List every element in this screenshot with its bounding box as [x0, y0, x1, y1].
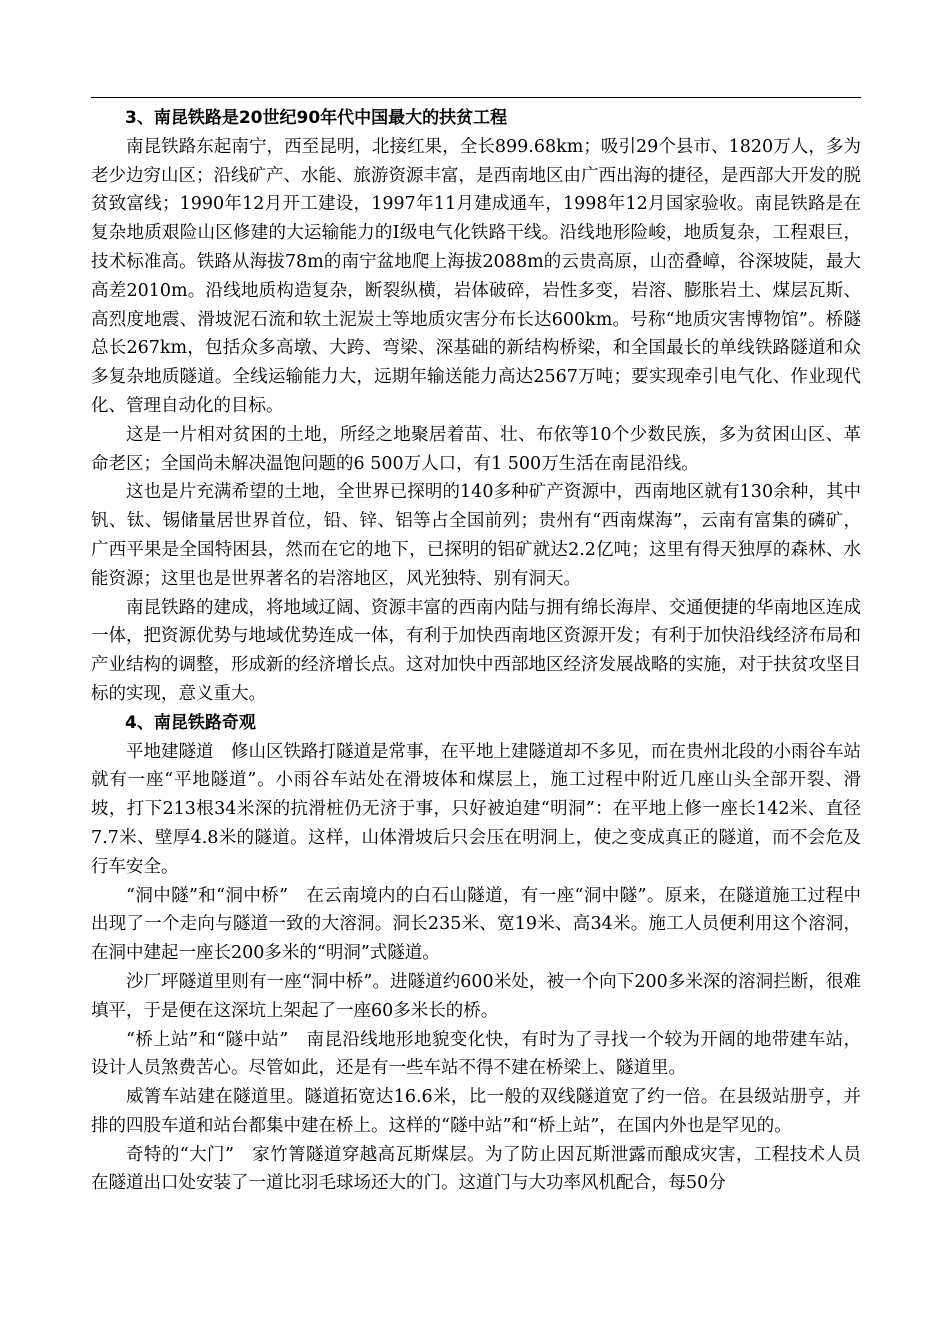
document-page	[91, 97, 861, 1198]
body-paragraph: “洞中隧”和“洞中桥” 在云南境内的白石山隧道，有一座“洞中隧”。原来，在隧道施工过程中出现了一个走向与隧道一致的大溶洞。洞长235米、宽19米、高34米。施工人员便利用这个溶洞，在洞中建起一座长200多米的“明洞”式隧道。	[91, 885, 861, 964]
body-paragraph: “桥上站”和“隧中站” 南昆沿线地形地貌变化快，有时为了寻找一个较为开阔的地带建车站，设计人员煞费苦心。尽管如此，还是有一些车站不得不建在桥梁上、隧道里。	[91, 1029, 861, 1079]
document-body	[91, 104, 861, 1198]
body-paragraph: 奇特的“大门” 家竹箐隧道穿越高瓦斯煤层。为了防止因瓦斯泄露而酿成灾害，工程技术人员在隧道出口处安装了一道比羽毛球场还大的门。这道门与大功率风机配合，每50分	[91, 1144, 861, 1194]
section-heading: 4、南昆铁路奇观	[125, 712, 256, 733]
body-paragraph: 这也是片充满希望的土地，全世界已探明的140多种矿产资源中，西南地区就有130余种，其中钒、钛、锡储量居世界首位，铅、锌、铝等占全国前列；贵州有“西南煤海”，云南有富集的磷矿，广西平果是全国特困县，然而在它的地下，已探明的铝矿就达2.2亿吨；这里有得天独厚的森林、水能资源；这里也是世界著名的岩溶地区，风光独特、别有洞天。	[91, 482, 861, 589]
section-heading: 3、南昆铁路是20世纪90年代中国最大的扶贫工程	[125, 108, 508, 128]
header-rule	[91, 97, 861, 98]
body-paragraph: 威箐车站建在隧道里。隧道拓宽达16.6米，比一般的双线隧道宽了约一倍。在县级站册亨，并排的四股车道和站台都集中建在桥上。这样的“隧中站”和“桥上站”，在国内外也是罕见的。	[91, 1087, 861, 1136]
body-paragraph: 沙厂坪隧道里则有一座“洞中桥”。进隧道约600米处，被一个向下200多米深的溶洞拦断，很难填平，于是便在这深坑上架起了一座60多米长的桥。	[91, 971, 861, 1021]
body-paragraph: 南昆铁路东起南宁，西至昆明，北接红果，全长899.68km；吸引29个县市、1820万人，多为老少边穷山区；沿线矿产、水能、旅游资源丰富，是西南地区由广西出海的捷径，是西部大开发的脱贫致富线；1990年12月开工建设，1997年11月建成通车，1998年12月国家验收。南昆铁路是在复杂地质艰险山区修建的大运输能力的Ⅰ级电气化铁路干线。沿线地形险峻，地质复杂，工程艰巨，技术标准高。铁路从海拔78m的南宁盆地爬上海拔2088m的云贵高原，山峦叠嶂，谷深坡陡，最大高差2010m。沿线地质构造复杂，断裂纵横，岩体破碎，岩性多变，岩溶、膨胀岩土、煤层瓦斯、高烈度地震、滑坡泥石流和软土泥炭土等地质灾害分布长达600km。号称“地质灾害博物馆”。桥隧总长267km，包括众多高墩、大跨、弯梁、深基础的新结构桥梁，和全国最长的单线铁路隧道和众多复杂地质隧道。全线运输能力大，远期年输送能力高达2567万吨；要实现牵引电气化、作业现代化、管理自动化的目标。	[91, 136, 861, 416]
body-paragraph: 这是一片相对贫困的土地，所经之地聚居着苗、壮、布依等10个少数民族，多为贫困山区、革命老区；全国尚未解决温饱问题的6 500万人口，有1 500万生活在南昆沿线。	[91, 424, 861, 474]
body-paragraph: 南昆铁路的建成，将地域辽阔、资源丰富的西南内陆与拥有绵长海岸、交通便捷的华南地区连成一体，把资源优势与地域优势连成一体，有利于加快西南地区资源开发；有利于加快沿线经济布局和产业结构的调整，形成新的经济增长点。这对加快中西部地区经济发展战略的实施，对于扶贫攻坚目标的实现，意义重大。	[91, 597, 861, 704]
body-paragraph: 平地建隧道 修山区铁路打隧道是常事，在平地上建隧道却不多见，而在贵州北段的小雨谷车站就有一座“平地隧道”。小雨谷车站处在滑坡体和煤层上，施工过程中附近几座山头全部开裂、滑坡，打下213根34米深的抗滑桩仍无济于事，只好被迫建“明洞”：在平地上修一座长142米、直径7.7米、壁厚4.8米的隧道。这样，山体滑坡后只会压在明洞上，使之变成真正的隧道，而不会危及行车安全。	[91, 741, 861, 877]
